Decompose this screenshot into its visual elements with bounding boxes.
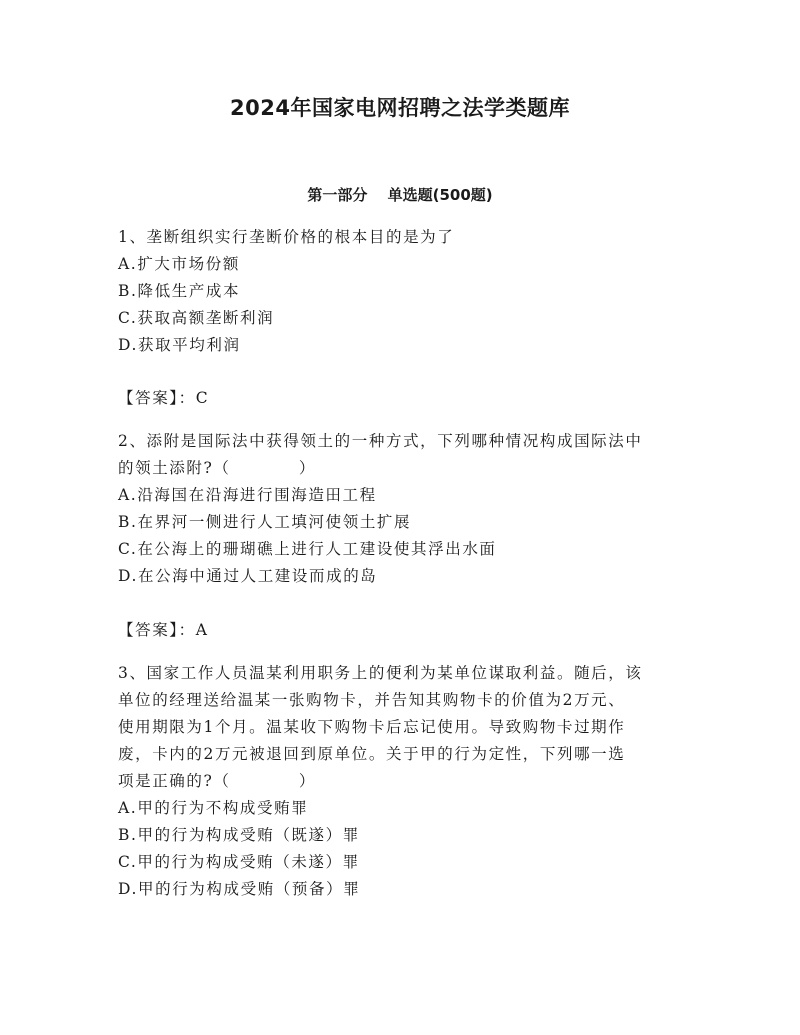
option-d: D.甲的行为构成受贿（预备）罪 [118, 880, 361, 898]
question-stem [118, 660, 688, 795]
option-c: C.甲的行为构成受贿（未遂）罪 [118, 853, 360, 871]
question-1 [118, 224, 688, 359]
option-a: A.沿海国在沿海进行围海造田工程 [118, 486, 377, 504]
question-stem-line: 2、添附是国际法中获得领土的一种方式，下列哪种情况构成国际法中 [118, 432, 643, 450]
question-stem-line: 的领土添附?（ ） [118, 459, 317, 477]
option-c: C.获取高额垄断利润 [118, 309, 275, 327]
option-d: D.获取平均利润 [118, 336, 241, 354]
answer-2: 【答案】：A [118, 621, 209, 639]
option-b: B.在界河一侧进行人工填河使领土扩展 [118, 513, 412, 531]
option-b: B.降低生产成本 [118, 282, 241, 300]
question-stem-line: 3、国家工作人员温某利用职务上的便利为某单位谋取利益。随后，该 [118, 664, 643, 682]
section-title: 第一部分 单选题(500题) [307, 186, 493, 204]
question-stem [118, 224, 688, 251]
document-title: 2024年国家电网招聘之法学类题库 [230, 96, 570, 120]
question-stem-line: 1、垄断组织实行垄断价格的根本目的是为了 [118, 228, 455, 246]
question-stem-line: 废，卡内的2万元被退回到原单位。关于甲的行为定性，下列哪一选 [118, 745, 626, 763]
question-2 [118, 428, 688, 590]
option-c: C.在公海上的珊瑚礁上进行人工建设使其浮出水面 [118, 540, 497, 558]
option-a: A.扩大市场份额 [118, 255, 240, 273]
option-b: B.甲的行为构成受贿（既遂）罪 [118, 826, 360, 844]
question-stem-line: 使用期限为1个月。温某收下购物卡后忘记使用。导致购物卡过期作 [118, 718, 626, 736]
option-d: D.在公海中通过人工建设而成的岛 [118, 567, 378, 585]
question-stem-line: 单位的经理送给温某一张购物卡，并告知其购物卡的价值为2万元、 [118, 691, 626, 709]
question-list [118, 224, 688, 917]
question-stem-line: 项是正确的?（ ） [118, 772, 317, 790]
option-a: A.甲的行为不构成受贿罪 [118, 799, 309, 817]
answer-1: 【答案】：C [118, 389, 210, 407]
question-stem [118, 428, 688, 482]
question-3 [118, 660, 688, 903]
